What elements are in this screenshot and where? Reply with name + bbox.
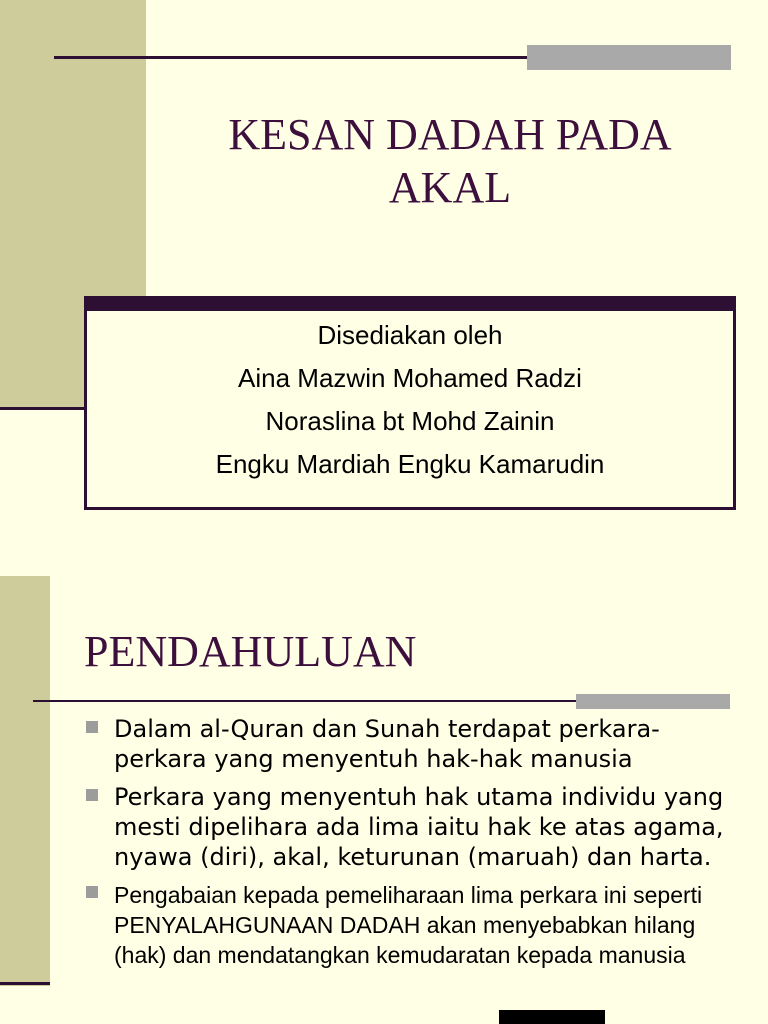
side-rule bbox=[0, 407, 84, 410]
bullet-item bbox=[84, 714, 744, 774]
bullet-square-icon bbox=[86, 721, 98, 733]
bullet-list bbox=[84, 714, 744, 970]
bullet-square-icon bbox=[86, 886, 98, 898]
slide-introduction bbox=[0, 576, 768, 1024]
prepared-by-label: Disediakan oleh bbox=[317, 320, 503, 350]
slide-title-heading bbox=[160, 108, 740, 214]
side-accent-block bbox=[0, 576, 50, 986]
title-grey-bar bbox=[576, 694, 730, 709]
slide-heading: PENDAHULUAN bbox=[84, 627, 417, 676]
title-line-2: AKAL bbox=[388, 163, 512, 212]
top-grey-bar bbox=[527, 45, 731, 70]
dark-overlay-box bbox=[499, 1010, 605, 1024]
bullet-item bbox=[84, 880, 744, 970]
bullet-square-icon bbox=[86, 789, 98, 801]
author-name: Noraslina bt Mohd Zainin bbox=[265, 406, 555, 436]
author-name: Aina Mazwin Mohamed Radzi bbox=[238, 363, 582, 393]
bullet-text: Pengabaian kepada pemeliharaan lima perkara ini seperti PENYALAHGUNAAN DADAH akan menyebabkan hilang (hak) dan mendatangkan kemudaratan kepada manusia bbox=[114, 882, 703, 968]
title-line-1: KESAN DADAH PADA bbox=[228, 110, 672, 159]
author-name: Engku Mardiah Engku Kamarudin bbox=[215, 449, 605, 479]
author-box bbox=[84, 296, 736, 510]
side-rule bbox=[0, 982, 50, 985]
bullet-text: Perkara yang menyentuh hak utama individu yang mesti dipelihara ada lima iaitu hak ke atas agama, nyawa (diri), akal, keturunan (maruah) dan harta. bbox=[114, 783, 724, 871]
bullet-item bbox=[84, 782, 744, 872]
bullet-text: Dalam al-Quran dan Sunah terdapat perkara-perkara yang menyentuh hak-hak manusia bbox=[114, 715, 660, 773]
